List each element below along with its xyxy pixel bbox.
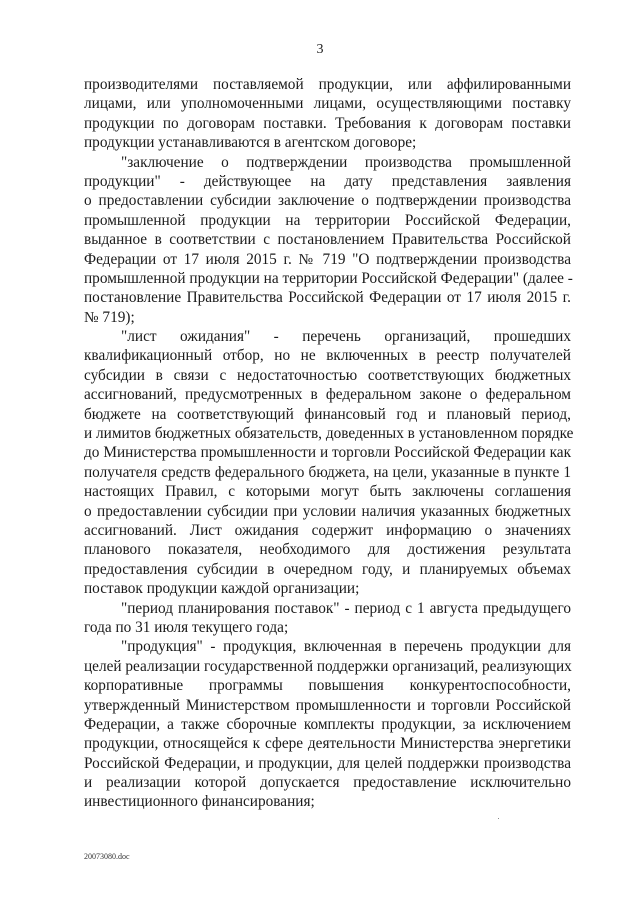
text-line: предоставления субсидии в очередном году, и планируемых объемах xyxy=(84,560,571,578)
text-line: до Министерства промышленности и торговли Российской Федерации как xyxy=(84,444,571,462)
text-line: целей реализации государственной поддержки организаций, реализующих xyxy=(84,657,572,675)
text-line: о предоставлении субсидии при условии наличия указанных бюджетных xyxy=(84,502,571,520)
text-line: настоящих Правил, с которыми могут быть заключены соглашения xyxy=(84,483,571,501)
text-line: производителями поставляемой продукции, или аффилированными xyxy=(84,76,571,93)
text-line: ассигнований, предусмотренных в федеральном законе о федеральном xyxy=(84,386,571,404)
text-line: № 719); xyxy=(84,308,135,326)
text-line: постановление Правительства Российской Федерации от 17 июля 2015 г. xyxy=(84,289,571,307)
text-line: продукции по договорам поставки. Требования к договорам поставки xyxy=(84,114,571,132)
scan-speck xyxy=(498,818,499,819)
text-line: планового показателя, необходимого для достижения результата xyxy=(84,541,571,559)
page-number: 3 xyxy=(316,42,324,57)
text-line: выданное в соответствии с постановлением Правительства Российской xyxy=(84,231,571,249)
text-line: промышленной продукции на территории Российской Федерации, xyxy=(84,211,571,229)
text-line: субсидии в связи с недостаточностью соответствующих бюджетных xyxy=(84,366,571,384)
text-line: Федерации, а также сборочные комплекты продукции, за исключением xyxy=(84,715,571,733)
text-line: ассигнований. Лист ожидания содержит информацию о значениях xyxy=(84,521,571,539)
document-file-code: 20073080.doc xyxy=(84,852,130,861)
document-body xyxy=(84,75,574,812)
text-line: Российской Федерации, и продукции, для целей поддержки производства xyxy=(84,754,571,772)
text-line: поставок продукции каждой организации; xyxy=(84,580,360,598)
text-line: продукции" - действующее на дату представления заявления xyxy=(84,172,571,190)
text-line: и лимитов бюджетных обязательств, доведенных в установленном порядке xyxy=(84,425,574,443)
text-line: инвестиционного финансирования; xyxy=(84,793,315,811)
text-line: Федерации от 17 июля 2015 г. № 719 "О подтверждении производства xyxy=(84,250,571,268)
text-line: получателя средств федерального бюджета, на цели, указанные в пункте 1 xyxy=(84,463,571,481)
text-line: года по 31 июля текущего года; xyxy=(84,618,289,636)
text-line: квалификационный отбор, но не включенных в реестр получателей xyxy=(84,347,571,365)
text-line: о предоставлении субсидии заключение о подтверждении производства xyxy=(84,192,571,210)
text-line: промышленной продукции на территории Российской Федерации" (далее - xyxy=(84,269,573,287)
text-line: бюджете на соответствующий финансовый год и плановый период, xyxy=(84,405,571,423)
text-line: утвержденный Министерством промышленности и торговли Российской xyxy=(84,696,571,714)
text-line: продукции устанавливаются в агентском договоре; xyxy=(84,134,417,152)
text-line: "продукция" - продукция, включенная в перечень продукции для xyxy=(121,638,571,656)
text-line: "лист ожидания" - перечень организаций, прошедших xyxy=(121,328,571,346)
text-line: продукции, относящейся к сфере деятельности Министерства энергетики xyxy=(84,735,571,753)
text-line: и реализации которой допускается предоставление исключительно xyxy=(84,774,571,792)
text-line: "период планирования поставок" - период с 1 августа предыдущего xyxy=(121,599,571,617)
text-line: лицами, или уполномоченными лицами, осуществляющими поставку xyxy=(84,95,571,113)
text-line: "заключение о подтверждении производства промышленной xyxy=(121,153,571,171)
text-line: корпоративные программы повышения конкурентоспособности, xyxy=(84,677,571,695)
